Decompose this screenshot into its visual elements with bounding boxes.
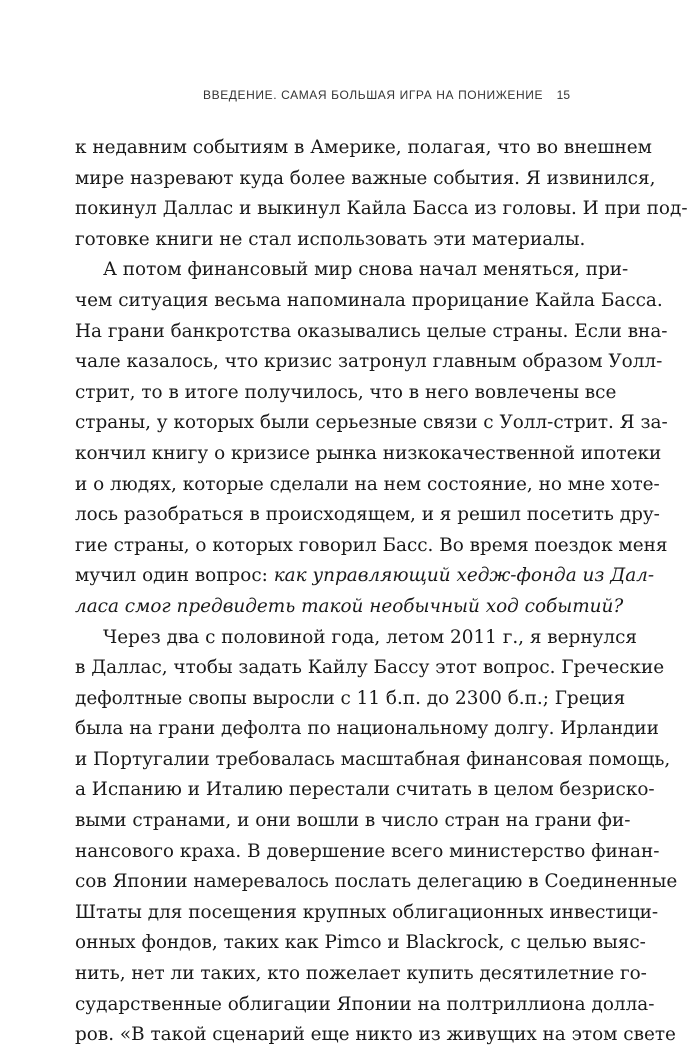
italic-span: ласа смог предвидеть такой необычный ход событий?: [75, 595, 624, 617]
plain-span: мучил один вопрос:: [75, 565, 274, 587]
text-line: лось разобраться в происходящем, и я решил посетить дру-: [75, 504, 660, 526]
body-text: [75, 133, 688, 1051]
text-line: в Даллас, чтобы задать Кайлу Бассу этот вопрос. Греческие: [75, 657, 665, 679]
running-title: ВВЕДЕНИЕ. САМАЯ БОЛЬШАЯ ИГРА НА ПОНИЖЕНИЕ: [203, 88, 544, 102]
italic-span: как управляющий хедж-фонда из Дал-: [273, 565, 655, 587]
text-line: сов Японии намеревалось послать делегацию в Соединенные: [75, 871, 678, 893]
text-line: готовке книги не стал использовать эти материалы.: [75, 228, 586, 250]
text-line: дефолтные свопы выросли с 11 б.п. до 2300 б.п.; Греция: [75, 687, 626, 709]
text-line: чем ситуация весьма напоминала прорицание Кайла Басса.: [75, 289, 663, 311]
text-line: и Португалии требовалась масштабная финансовая помощь,: [75, 748, 671, 770]
page-number: 15: [556, 88, 570, 102]
text-line: ров. «В такой сценарий еще никто из живущих на этом свете: [75, 1024, 676, 1046]
text-line: мире назревают куда более важные события. Я извинился,: [75, 167, 656, 189]
text-line: Штаты для посещения крупных облигационных инвестици-: [75, 901, 659, 923]
text-line: была на грани дефолта по национальному долгу. Ирландии: [75, 718, 659, 740]
text-line: А потом финансовый мир снова начал меняться, при-: [103, 259, 629, 281]
text-line: [75, 561, 655, 592]
text-line: кончил книгу о кризисе рынка низкокачественной ипотеки: [75, 442, 662, 464]
text-line: онных фондов, таких как Pimco и Blackrock, с целью выяс-: [75, 932, 646, 954]
text-line: Через два с половиной года, летом 2011 г., я вернулся: [103, 626, 637, 648]
text-line: [75, 592, 624, 623]
text-line: и о людях, которые сделали на нем состояние, но мне хоте-: [75, 473, 660, 495]
text-line: гие страны, о которых говорил Басс. Во время поездок меня: [75, 534, 668, 556]
text-line: а Испанию и Италию перестали считать в целом безриско-: [75, 779, 655, 801]
text-line: нить, нет ли таких, кто пожелает купить десятилетние го-: [75, 963, 647, 985]
text-line: страны, у которых были серьезные связи с Уолл-стрит. Я за-: [75, 412, 668, 434]
running-header: [75, 88, 570, 108]
text-line: сударственные облигации Японии на полтриллиона долла-: [75, 993, 655, 1015]
text-line: покинул Даллас и выкинул Кайла Басса из головы. И при под-: [75, 198, 688, 220]
text-line: стрит, то в итоге получилось, что в него вовлечены все: [75, 381, 617, 403]
text-line: нансового краха. В довершение всего министерство финан-: [75, 840, 660, 862]
text-line: выми странами, и они вошли в число стран на грани фи-: [75, 810, 631, 832]
text-line: чале казалось, что кризис затронул главным образом Уолл-: [75, 351, 663, 373]
text-line: На грани банкротства оказывались целые страны. Если вна-: [75, 320, 668, 342]
text-line: к недавним событиям в Америке, полагая, что во внешнем: [75, 137, 652, 158]
